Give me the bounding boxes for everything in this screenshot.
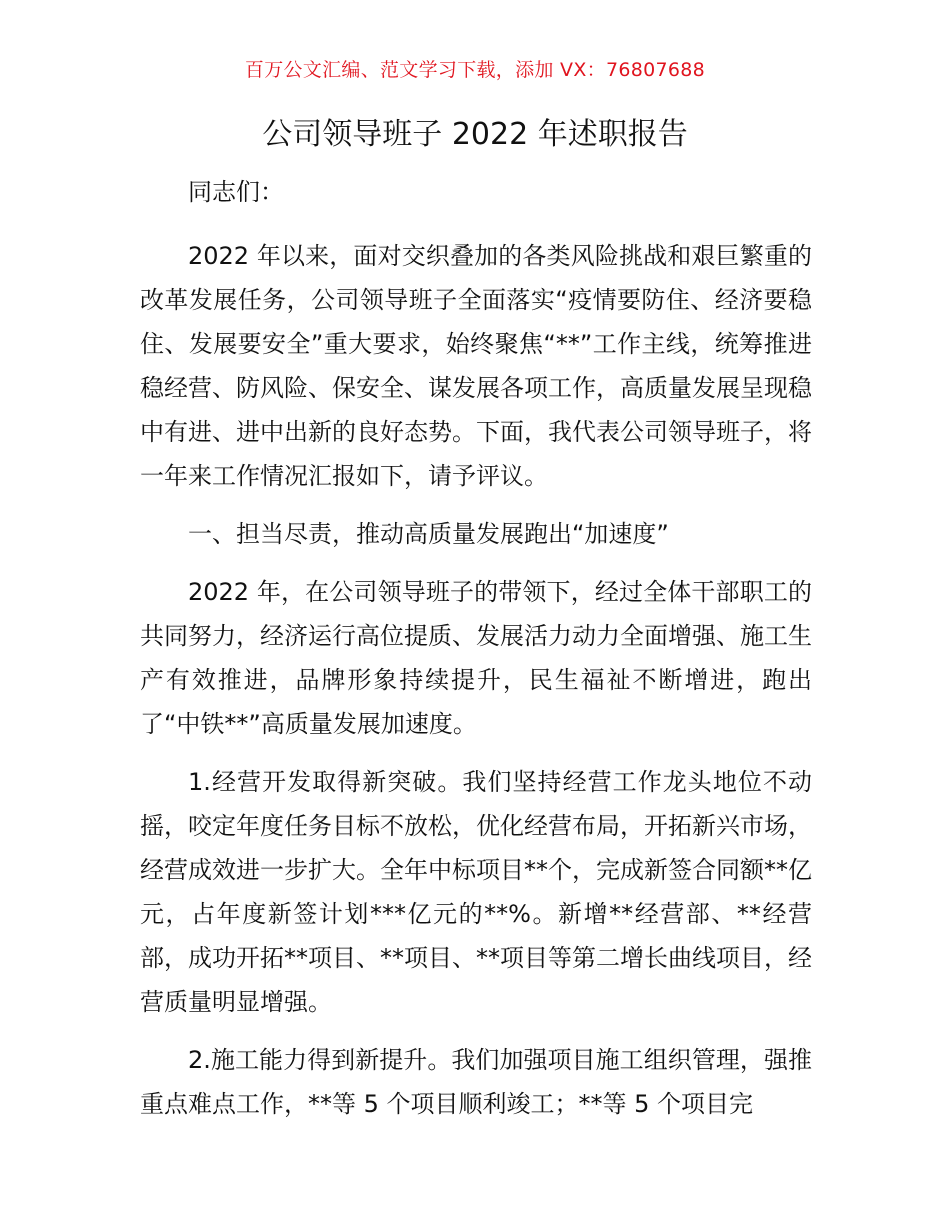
item-2-construction-capacity-paragraph: 2.施工能力得到新提升。我们加强项目施工组织管理，强推重点难点工作，**等 5 个项目顺利竣工；**等 5 个项目完 (140, 1046, 812, 1118)
document-title: 公司领导班子 2022 年述职报告 (262, 117, 688, 152)
salutation: 同志们： (188, 178, 284, 206)
section-1-overview-paragraph: 2022 年，在公司领导班子的带领下，经过全体干部职工的共同努力，经济运行高位提质、发展活力动力全面增强、施工生产有效推进，品牌形象持续提升，民生福祉不断增进，跑出了“中铁**”高质量发展加速度。 (140, 578, 812, 738)
item-1-business-development-paragraph: 1.经营开发取得新突破。我们坚持经营工作龙头地位不动摇，咬定年度任务目标不放松，优化经营布局，开拓新兴市场，经营成效进一步扩大。全年中标项目**个，完成新签合同额**亿元，占年度新签计划***亿元的**%。新增**经营部、**经营部，成功开拓**项目、**项目、**项目等第二增长曲线项目，经营质量明显增强。 (140, 768, 812, 1016)
intro-paragraph: 2022 年以来，面对交织叠加的各类风险挑战和艰巨繁重的改革发展任务，公司领导班子全面落实“疫情要防住、经济要稳住、发展要安全”重大要求，始终聚焦“**”工作主线，统筹推进稳经营、防风险、保安全、谋发展各项工作，高质量发展呈现稳中有进、进中出新的良好态势。下面，我代表公司领导班子，将一年来工作情况汇报如下，请予评议。 (140, 242, 812, 490)
section-heading-1: 一、担当尽责，推动高质量发展跑出“加速度” (188, 520, 669, 548)
document-body (140, 170, 812, 1140)
header-watermark-note: 百万公文汇编、范文学习下载，添加 VX：76807688 (244, 59, 706, 81)
